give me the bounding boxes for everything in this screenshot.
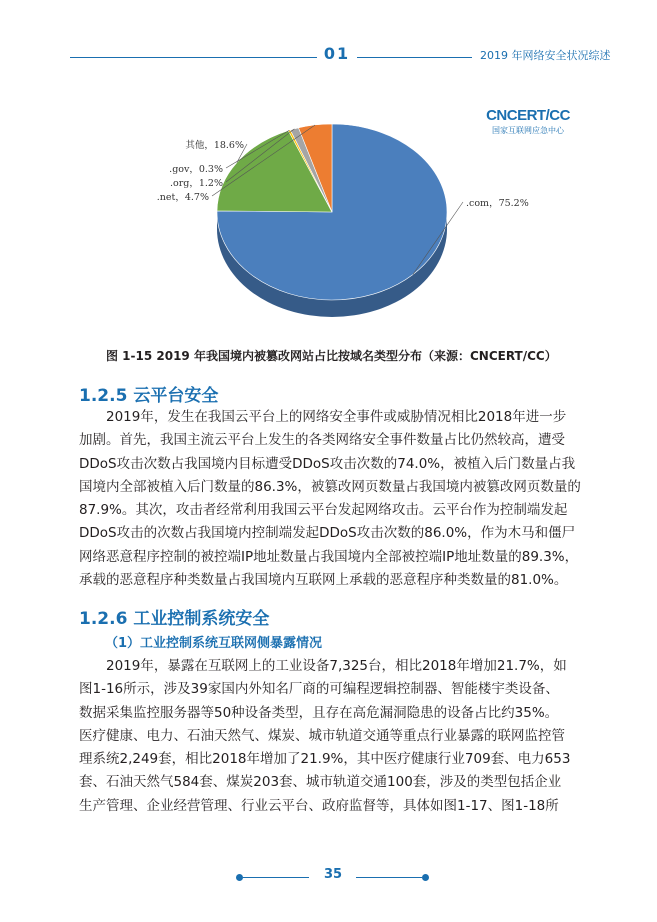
footer-rule-right: [356, 877, 422, 878]
paragraph-line: 图1-16所示，涉及39家国内外知名厂商的可编程逻辑控制器、智能楼宇类设备、: [79, 681, 559, 698]
paragraph-line: 国境内全部被植入后门数量的86.3%，被篡改网页数量占我国境内被篡改网页数量的: [79, 478, 581, 495]
paragraph-line: 理系统2,249套，相比2018年增加了21.9%，其中医疗健康行业709套、电力653: [79, 751, 571, 768]
pie-slice-label: .net，4.7%: [156, 192, 209, 203]
figure-caption: 图 1-15 2019 年我国境内被篡改网站占比按域名类型分布（来源：CNCERT/CC）: [106, 349, 557, 363]
paragraph-ics: [79, 655, 589, 818]
logo-subtitle: 国家互联网应急中心: [492, 126, 564, 135]
paragraph-line: 套、石油天然气584套、煤炭203套、城市轨道交通100套，涉及的类型包括企业: [79, 774, 562, 791]
paragraph-line: 2019年，发生在我国云平台上的网络安全事件或威胁情况相比2018年进一步: [106, 409, 567, 425]
page-footer: [0, 867, 657, 887]
pie-slice-label: 其他，18.6%: [185, 140, 244, 151]
section-heading-ics: 1.2.6 工业控制系统安全: [79, 609, 270, 629]
paragraph-line: 加剧。首先，我国主流云平台上发生的各类网络安全事件数量占比仍然较高，遭受: [79, 432, 565, 449]
paragraph-line: 2019年，暴露在互联网上的工业设备7,325台，相比2018年增加21.7%，如: [106, 658, 567, 674]
paragraph-line: 数据采集监控服务器等50种设备类型，且存在高危漏洞隐患的设备占比约35%。: [79, 704, 559, 721]
pie-slice-label: .com，75.2%: [466, 198, 529, 209]
page-number: 35: [323, 867, 343, 882]
header-title: 2019 年网络安全状况综述: [480, 49, 611, 62]
section-heading-cloud: 1.2.5 云平台安全: [79, 386, 219, 406]
paragraph-line: DDoS攻击次数占我国境内目标遭受DDoS攻击次数的74.0%，被植入后门数量占我: [79, 455, 576, 472]
footer-rule-left: [243, 877, 309, 878]
pie-slice-label: .org，1.2%: [170, 178, 223, 189]
cncert-logo: [478, 107, 578, 136]
chapter-number: 01: [323, 44, 351, 63]
paragraph-line: DDoS攻击的次数占我国境内控制端发起DDoS攻击次数的86.0%，作为木马和僵尸: [79, 525, 576, 542]
footer-dot-left: [236, 874, 243, 881]
footer-dot-right: [422, 874, 429, 881]
paragraph-line: 网络恶意程序控制的被控端IP地址数量占我国境内全部被控端IP地址数量的89.3%，: [79, 548, 579, 565]
logo-name: CNCERT/CC: [486, 107, 570, 124]
paragraph-line: 87.9%。其次，攻击者经常利用我国云平台发起网络攻击。云平台作为控制端发起: [79, 502, 568, 519]
paragraph-line: 生产管理、企业经营管理、行业云平台、政府监督等，具体如图1-17、图1-18所: [79, 797, 559, 814]
pie-slice-label: .gov，0.3%: [169, 164, 223, 175]
paragraph-line: 医疗健康、电力、石油天然气、煤炭、城市轨道交通等重点行业暴露的联网监控管: [79, 727, 565, 744]
pie-chart: [0, 0, 657, 345]
subsection-heading-exposure: （1）工业控制系统互联网侧暴露情况: [105, 636, 323, 651]
paragraph-line: 承载的恶意程序种类数量占我国境内互联网上承载的恶意程序种类数量的81.0%。: [79, 572, 568, 589]
paragraph-cloud: [79, 406, 589, 592]
